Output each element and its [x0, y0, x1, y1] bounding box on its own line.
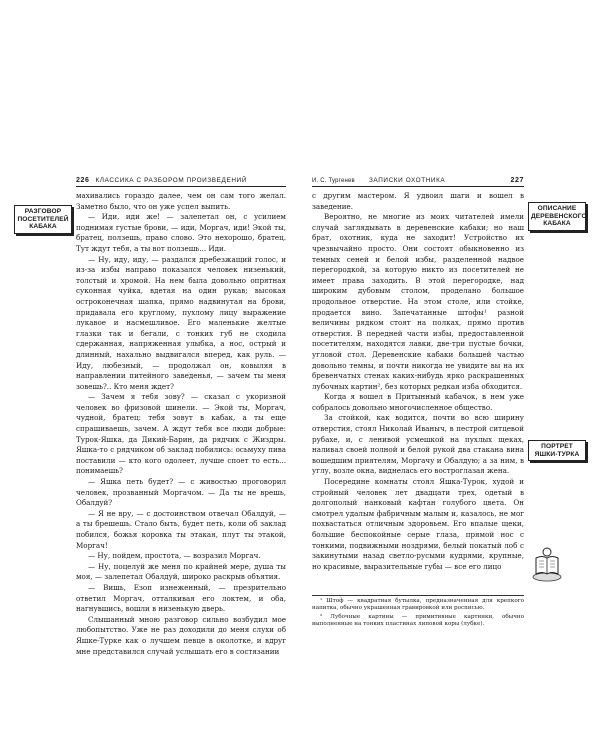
paragraph: — Ну, иду, иду, — раздался дребезжащий голос, и из-за избы направо показался человек низенький, толстый и хромой. На нем была довольно опрятная суконная чуйка, вдетая на один рукав; высокая остроконечная шапка, прямо надвинутая на брови, придавала его круглому, пухлому лицу выражение лукавое и насмешливое. Его маленькие желтые глазки так и бегали, с тонких губ не сходила сдержанная, напряженная улыбка, а нос, острый и длинный, нахально выдвигался вперед, как руль. — Иду, любезный, — продолжал он, ковыляя в направлении питейного заведенья, — зачем ты меня зовешь?.. Кто меня ждет?: [76, 254, 286, 391]
left-page-number: 226: [76, 177, 90, 184]
footnote: ² Лубочные картины — примитивные картинки, обычно выполненные на тонких пластинах липовой коры (лубке).: [312, 613, 524, 628]
paragraph: — Я не вру, — с достоинством отвечал Обалдуй, — а ты брешешь. Стало быть, будет петь, коли об заклад побился, божья коровка ты этакая, плут ты этакой, Моргач!: [76, 508, 286, 550]
paragraph: — Ну, пойдем, простота, — возразил Моргач.: [88, 551, 261, 561]
paragraph: Слышанный мною разговор сильно возбудил мое любопытство. Уже не раз доходили до меня слухи об Яшке-Турке как о лучшем певце в околотке, и вдруг мне представился случай услышать его в состязании: [76, 614, 286, 656]
right-text-column: [312, 191, 524, 572]
left-running-head: [76, 175, 286, 187]
footnotes: [312, 598, 524, 630]
paragraph: — Яшка петь будет? — с живостью проговорил человек, прозванный Моргачом. — Да ты не врешь, Обалдуй?: [76, 477, 286, 508]
left-text-column: [76, 191, 286, 657]
footnote: ¹ Штоф — квадратная бутылка, предназначенная для крепкого напитка, обычно украшенная гравировкой или росписью.: [312, 598, 524, 612]
right-running-author: И. С. Тургенев: [312, 177, 355, 184]
right-running-title: ЗАПИСКИ ОХОТНИКА: [368, 177, 446, 184]
right-page-number: 227: [510, 177, 524, 184]
left-running-title: КЛАССИКА С РАЗБОРОМ ПРОИЗВЕДЕНИЙ: [95, 177, 247, 184]
paragraph: — Ну, поцелуй же меня по крайней мере, душа ты моя, — залепетал Обалдуй, широко раскрыв объятия.: [76, 561, 286, 582]
paragraph: с другим мастером. Я удвоил шаги и вошел в заведение.: [312, 191, 524, 211]
paragraph: Когда я вошел в Притынный кабачок, в нем уже собралось довольно многочисленное общество.: [312, 392, 524, 412]
paragraph: — Вишь, Езоп изнеженный, — презрительно ответил Моргач, отталкивая его локтем, и оба, нагнувшись, вошли в низенькую дверь.: [76, 582, 286, 614]
right-page: [300, 0, 600, 750]
bookmark-reader-icon: [530, 546, 564, 582]
paragraph: — Иди, иди же! — залепетал он, с усилием поднимая густые брови, — иди, Моргач, иди! Экой ты, братец, ползешь, право слово. Это нехорошо, братец. Тут ждут тебя, а ты вот ползешь... Иди.: [76, 212, 286, 253]
margin-note-yashka-portrait: ПОРТРЕТ ЯШКИ-ТУРКА: [528, 440, 586, 461]
paragraph: Посередине комнаты стоял Яшка-Турок, худой и стройный человек лет двадцати трех, одетый в долгополый нанковый кафтан голубого цвета. Он смотрел удалым фабричным малым и, казалось, не мог похвастаться отличным здоровьем. Его впалые щеки, большие беспокойные серые глаза, прямой нос с тонкими, подвижными ноздрями, белый покатый лоб с закинутыми назад светло-русыми кудрями, крупные, но красивые, выразительные губы — все его лицо: [312, 477, 524, 571]
paragraph: — Зачем я тебя зову? — сказал с укоризной человек во фризовой шинели. — Экой ты, Моргач, чудной, братец: тебя зовут в кабак, а ты еще спрашиваешь, зачем. А ждут тебя все люди добрые: Турок-Яшка, да Дикий-Барин, да рядчик с Жиздры. Яшка-то с рядчиком об заклад побились: осьмуху пива поставили — кто кого одолеет, лучше споет то есть... понимаешь?: [76, 392, 286, 476]
right-running-head: [312, 175, 524, 187]
paragraph: махивались гораздо далее, чем он сам того желал. Заметно было, что он уже успел выпить.: [76, 191, 286, 211]
margin-note-tavern-description: ОПИСАНИЕ ДЕРЕВЕНСКОГО КАБАКА: [528, 202, 586, 231]
footnote-divider: [312, 595, 524, 596]
paragraph: Вероятно, не многие из моих читателей имели случай заглядывать в деревенские кабаки; но наш брат, охотник, куда не заходит! Устройство их чрезвычайно просто. Они состоят обыкновенно из темных сеней и белой избы, разделенной надвое перегородкой, за которую никто из посетителей не имеет права заходить. В этой перегородке, над широким дубовым столом, проделано большое продольное отверстие. На этом столе, или стойке, продается вино. Запечатанные штофы¹ разной величины рядком стоят на полках, прямо против отверстия. В передней части избы, предоставленной посетителям, находятся лавки, две-три пустые бочки, угловой стол. Деревенские кабаки большей частью довольно темны, и почти никогда не увидите вы на их бревенчатых стенах каких-нибудь ярко раскрашенных лубочных картин², без которых редкая изба обходится.: [312, 212, 524, 391]
margin-note-conversation: РАЗГОВОР ПОСЕТИТЕЛЕЙ КАБАКА: [14, 205, 72, 234]
paragraph: За стойкой, как водится, почти во всю ширину отверстия, стоял Николай Иваныч, в пестрой ситцевой рубахе, и, с ленивой усмешкой на пухлых щеках, наливал своей полной и белой рукой два стакана вина вошедшим приятелям, Моргачу и Обалдую; а за ним, в углу, возле окна, виднелась его востроглазая жена.: [312, 413, 524, 476]
